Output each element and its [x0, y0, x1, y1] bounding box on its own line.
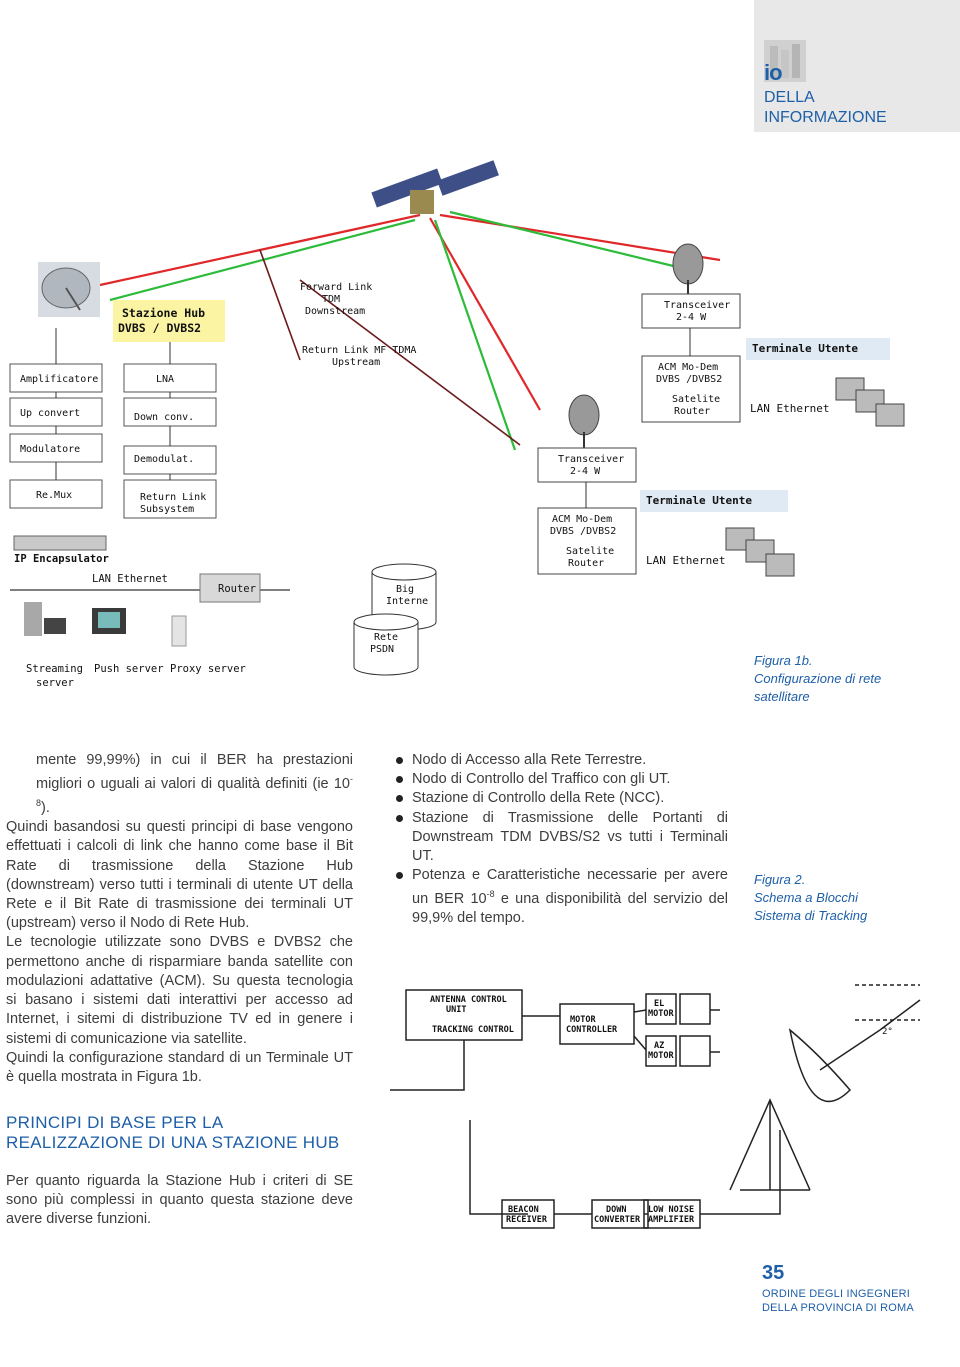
demodulat-label: Demodulat. [134, 454, 195, 465]
amplificatore-label: Amplificatore [20, 374, 99, 385]
ut2-lan-label: LAN Ethernet [646, 554, 726, 567]
left-bottom-text: Per quanto riguarda la Stazione Hub i criteri di SE sono più complessi in quanto questa stazione deve avere diverse funzioni. [6, 1173, 353, 1228]
return-sub-2-label: Subsystem [140, 504, 195, 515]
ut1-power-label: 2-4 W [676, 312, 707, 323]
lna-1-label: LOW NOISE [648, 1205, 695, 1215]
bullet-item: Nodo di Accesso alla Rete Terrestre. [394, 751, 728, 770]
hub-title-1: Stazione Hub [122, 306, 206, 320]
remux-label: Re.Mux [36, 490, 73, 501]
ut2-acm-2-label: DVBS /DVBS2 [550, 526, 617, 537]
tracking-label: TRACKING CONTROL [432, 1025, 514, 1035]
acu-1-label: ANTENNA CONTROL [430, 995, 507, 1005]
down-conv-label: Down conv. [134, 412, 195, 423]
lan-ethernet-label: LAN Ethernet [92, 573, 168, 585]
brand-logo: io [764, 60, 782, 85]
ut1-dish-icon [673, 244, 703, 300]
proxy-server-label: Proxy server [170, 663, 246, 675]
footer-line-1: ORDINE DEGLI INGEGNERI [762, 1288, 911, 1300]
down-1-label: DOWN [606, 1205, 627, 1215]
ut1-router-1-label: Satelite [672, 394, 721, 405]
ut2-transceiver-label: Transceiver [558, 454, 625, 465]
streaming-2-label: server [36, 677, 74, 689]
ut1-acm-2-label: DVBS /DVBS2 [656, 374, 723, 385]
up-convert-label: Up convert [20, 408, 81, 419]
hub-title-2: DVBS / DVBS2 [118, 321, 202, 335]
return-sub-1-label: Return Link [140, 492, 207, 503]
tracking-block-diagram [380, 960, 930, 1230]
section-heading-line-1: PRINCIPI DI BASE PER LA [6, 1113, 224, 1132]
ut2-router-1-label: Satelite [566, 546, 615, 557]
bullet-item: Potenza e Caratteristiche necessarie per avere un BER $10^{-8}$ e una disponibilità del servizio del 99,9% del tempo. [394, 866, 728, 928]
az-2-label: MOTOR [648, 1051, 674, 1061]
ut2-pc-icons [726, 528, 794, 576]
figure1-caption-label: Figura 1b. [754, 653, 813, 668]
ut2-router-2-label: Router [568, 558, 605, 569]
brand-line-2: INFORMAZIONE [764, 109, 887, 126]
ut1-title: Terminale Utente [752, 342, 858, 355]
rete-1-label: Rete [374, 632, 399, 643]
server-icons [24, 602, 186, 646]
figure2-caption-label: Figura 2. [754, 872, 806, 887]
ut2-title: Terminale Utente [646, 494, 752, 507]
rete-2-label: PSDN [370, 644, 395, 655]
beacon-1-label: BEACON [508, 1205, 539, 1215]
figure2-caption-text: Schema a Blocchi Sistema di Tracking [754, 890, 868, 923]
figure1-caption-text: Configurazione di rete satellitare [754, 671, 882, 704]
left-column-text [6, 751, 353, 1087]
acu-2-label: UNIT [446, 1005, 467, 1015]
beacon-2-label: RECEIVER [506, 1215, 547, 1225]
bullet-list [394, 751, 728, 929]
ut1-pc-icons [836, 378, 904, 426]
brand-line-1: DELLA [764, 89, 815, 106]
lna-label: LNA [156, 374, 175, 385]
push-server-label: Push server [94, 663, 164, 675]
left-para-4: Quindi la configurazione standard di un Terminale UT è quella mostrata in Figura 1b. [6, 1049, 353, 1085]
motor-2-label: CONTROLLER [566, 1025, 618, 1035]
page-number: 35 [762, 1262, 785, 1284]
ut1-lan-label: LAN Ethernet [750, 402, 830, 415]
streaming-1-label: Streaming [26, 663, 83, 675]
bullet-item: Stazione di Trasmissione delle Portanti di Downstream TDM DVBS/S2 vs tutti i Terminali UT. [394, 809, 728, 867]
downstream-label: Downstream [305, 306, 366, 317]
bullet-item: Stazione di Controllo della Rete (NCC). [394, 789, 728, 808]
ut1-acm-1-label: ACM Mo-Dem [658, 362, 719, 373]
bullet-item: Nodo di Controllo del Traffico con gli UT. [394, 770, 728, 789]
forward-link-label: Forward Link [300, 282, 373, 293]
left-para-1: mente 99,99%) in cui il BER ha prestazioni migliori o uguali ai valori di qualità definiti (ie $10^{-8}$). [36, 752, 353, 817]
hub-dish-icon [38, 262, 100, 317]
angle-label: 2° [882, 1027, 893, 1037]
down-2-label: CONVERTER [594, 1215, 641, 1225]
router-label: Router [218, 583, 256, 595]
big-internet-1-label: Big [396, 584, 415, 595]
ut2-dish-icon [569, 395, 599, 450]
ut2-acm-1-label: ACM Mo-Dem [552, 514, 613, 525]
ip-encap-label: IP Encapsulator [14, 553, 109, 565]
section-heading-line-2: REALIZZAZIONE DI UNA STAZIONE HUB [6, 1133, 340, 1152]
tdm-label: TDM [322, 294, 341, 305]
ip-encapsulator-device [14, 536, 106, 550]
ut1-router-2-label: Router [674, 406, 711, 417]
left-para-3: Le tecnologie utilizzate sono DVBS e DVBS2 che permettono anche di risparmiare banda satellite con modulazioni adattative (ACM). Su questa tecnologia si basano i sistemi dati interattivi per accesso ad Internet, i sitemi di distribuzione TV ed in genere i sistemi di comunicazione via satellite. [6, 934, 353, 1047]
footer-line-2: DELLA PROVINCIA DI ROMA [762, 1302, 914, 1314]
motor-1-label: MOTOR [570, 1015, 596, 1025]
tracking-antenna-icon [730, 985, 920, 1190]
modulatore-label: Modulatore [20, 444, 81, 455]
az-1-label: AZ [654, 1041, 665, 1051]
el-2-label: MOTOR [648, 1009, 674, 1019]
el-1-label: EL [654, 999, 665, 1009]
ut1-transceiver-label: Transceiver [664, 300, 731, 311]
ut2-power-label: 2-4 W [570, 466, 601, 477]
lna-2-label: AMPLIFIER [648, 1215, 695, 1225]
big-internet-2-label: Interne [386, 596, 429, 607]
left-para-2: Quindi basandosi su questi principi di base vengono effettuati i calcoli di link che hanno come base il Bit Rate di trasmissione della Stazione Hub (downstream) verso tutti i terminali di utente UT della Rete e il Bit Rate di trasmissione dei terminali UT (upstream) verso il Nodo di Rete Hub. [6, 819, 353, 932]
upstream-label: Upstream [332, 357, 381, 368]
satellite-icon [371, 160, 499, 214]
return-link-label: Return Link MF TDMA [302, 345, 417, 356]
